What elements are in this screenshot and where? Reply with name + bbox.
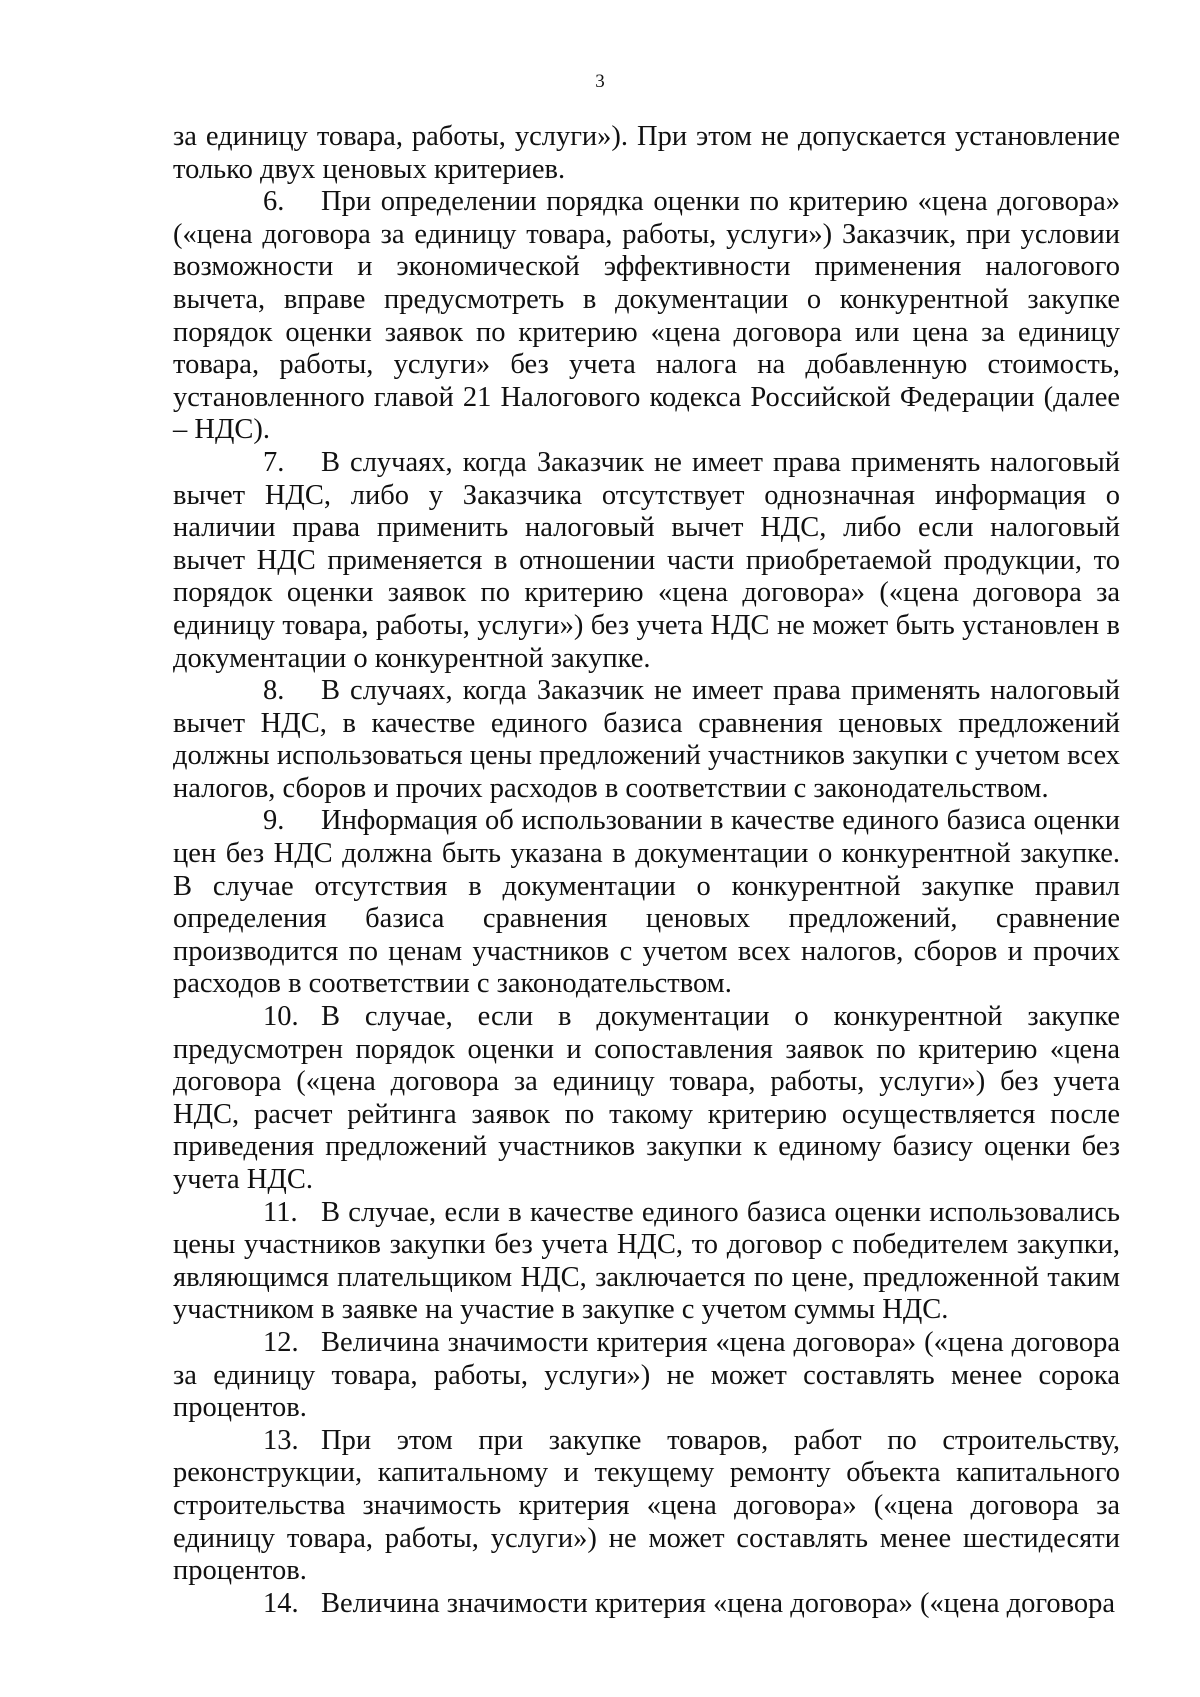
paragraph-11 xyxy=(173,1197,1120,1327)
paragraph-number: 8. xyxy=(263,675,285,707)
paragraph-text: При определении порядка оценки по критерию «цена договора» («цена договора за единицу товара, работы, услуги») Заказчик, при условии возможности и экономической эффективности применения налогового вычета, вправе предусмотреть в документации о конкурентной закупке порядок оценки заявок по критерию «цена договора или цена за единицу товара, работы, услуги» без учета налога на добавленную стоимость, установленного главой 21 Налогового кодекса Российской Федерации (далее – НДС). xyxy=(173,186,1120,446)
paragraph-number: 12. xyxy=(263,1326,299,1358)
paragraph-text: Величина значимости критерия «цена договора» («цена договора за единицу товара, работы, услуги») не может составлять менее сорока процентов. xyxy=(173,1326,1120,1424)
paragraph-text: В случае, если в документации о конкурентной закупке предусмотрен порядок оценки и сопоставления заявок по критерию «цена договора («цена договора за единицу товара, работы, услуги») без учета НДС, расчет рейтинга заявок по такому критерию осуществляется после приведения предложений участников закупки к единому базису оценки без учета НДС. xyxy=(173,1001,1120,1195)
paragraph-number: 13. xyxy=(263,1424,299,1456)
paragraph-text: Величина значимости критерия «цена договора» («цена договора xyxy=(321,1587,1116,1619)
paragraph-text: В случаях, когда Заказчик не имеет права применять налоговый вычет НДС, в качестве единого базиса сравнения ценовых предложений должны использоваться цены предложений участников закупки с учетом всех налогов, сборов и прочих расходов в соответствии с законодательством. xyxy=(173,675,1120,804)
paragraph-number: 6. xyxy=(263,186,285,218)
paragraph-number: 14. xyxy=(263,1587,299,1619)
paragraph-number: 11. xyxy=(263,1196,298,1228)
paragraph-text: Информация об использовании в качестве единого базиса оценки цен без НДС должна быть указана в документации о конкурентной закупке. В случае отсутствия в документации о конкурентной закупке правил определения базиса сравнения ценовых предложений, сравнение производится по ценам участников с учетом всех налогов, сборов и прочих расходов в соответствии с законодательством. xyxy=(173,805,1120,1000)
paragraph-12 xyxy=(173,1327,1120,1425)
paragraph-14 xyxy=(173,1588,1120,1621)
paragraph-text: При этом при закупке товаров, работ по строительству, реконструкции, капитальному и текущему ремонту объекта капитального строительства значимость критерия «цена договора» («цена договора за единицу товара, работы, услуги») не может составлять менее шестидесяти процентов. xyxy=(173,1424,1120,1587)
page-number: 3 xyxy=(595,71,605,92)
document-body xyxy=(173,121,1120,1620)
paragraph-text: за единицу товара, работы, услуги»). При этом не допускается установление только двух ценовых критериев. xyxy=(173,121,1120,185)
paragraph-number: 9. xyxy=(263,805,285,837)
paragraph-number: 7. xyxy=(263,446,285,478)
paragraph-9 xyxy=(173,805,1120,1001)
paragraph-text: В случаях, когда Заказчик не имеет права применять налоговый вычет НДС, либо у Заказчика отсутствует однозначная информация о наличии права применить налоговый вычет НДС, либо если налоговый вычет НДС применяется в отношении части приобретаемой продукции, то порядок оценки заявок по критерию «цена договора» («цена договора за единицу товара, работы, услуги») без учета НДС не может быть установлен в документации о конкурентной закупке. xyxy=(173,446,1120,674)
paragraph-13 xyxy=(173,1425,1120,1588)
paragraph-6 xyxy=(173,186,1120,447)
paragraph-number: 10. xyxy=(263,1001,299,1033)
paragraph-text: В случае, если в качестве единого базиса оценки использовались цены участников закупки без учета НДС, то договор с победителем закупки, являющимся плательщиком НДС, заключается по цене, предложенной таким участником в заявке на участие в закупке с учетом суммы НДС. xyxy=(173,1196,1120,1326)
paragraph-10 xyxy=(173,1001,1120,1197)
paragraph-continuation xyxy=(173,121,1120,186)
paragraph-7 xyxy=(173,447,1120,675)
paragraph-8 xyxy=(173,675,1120,805)
